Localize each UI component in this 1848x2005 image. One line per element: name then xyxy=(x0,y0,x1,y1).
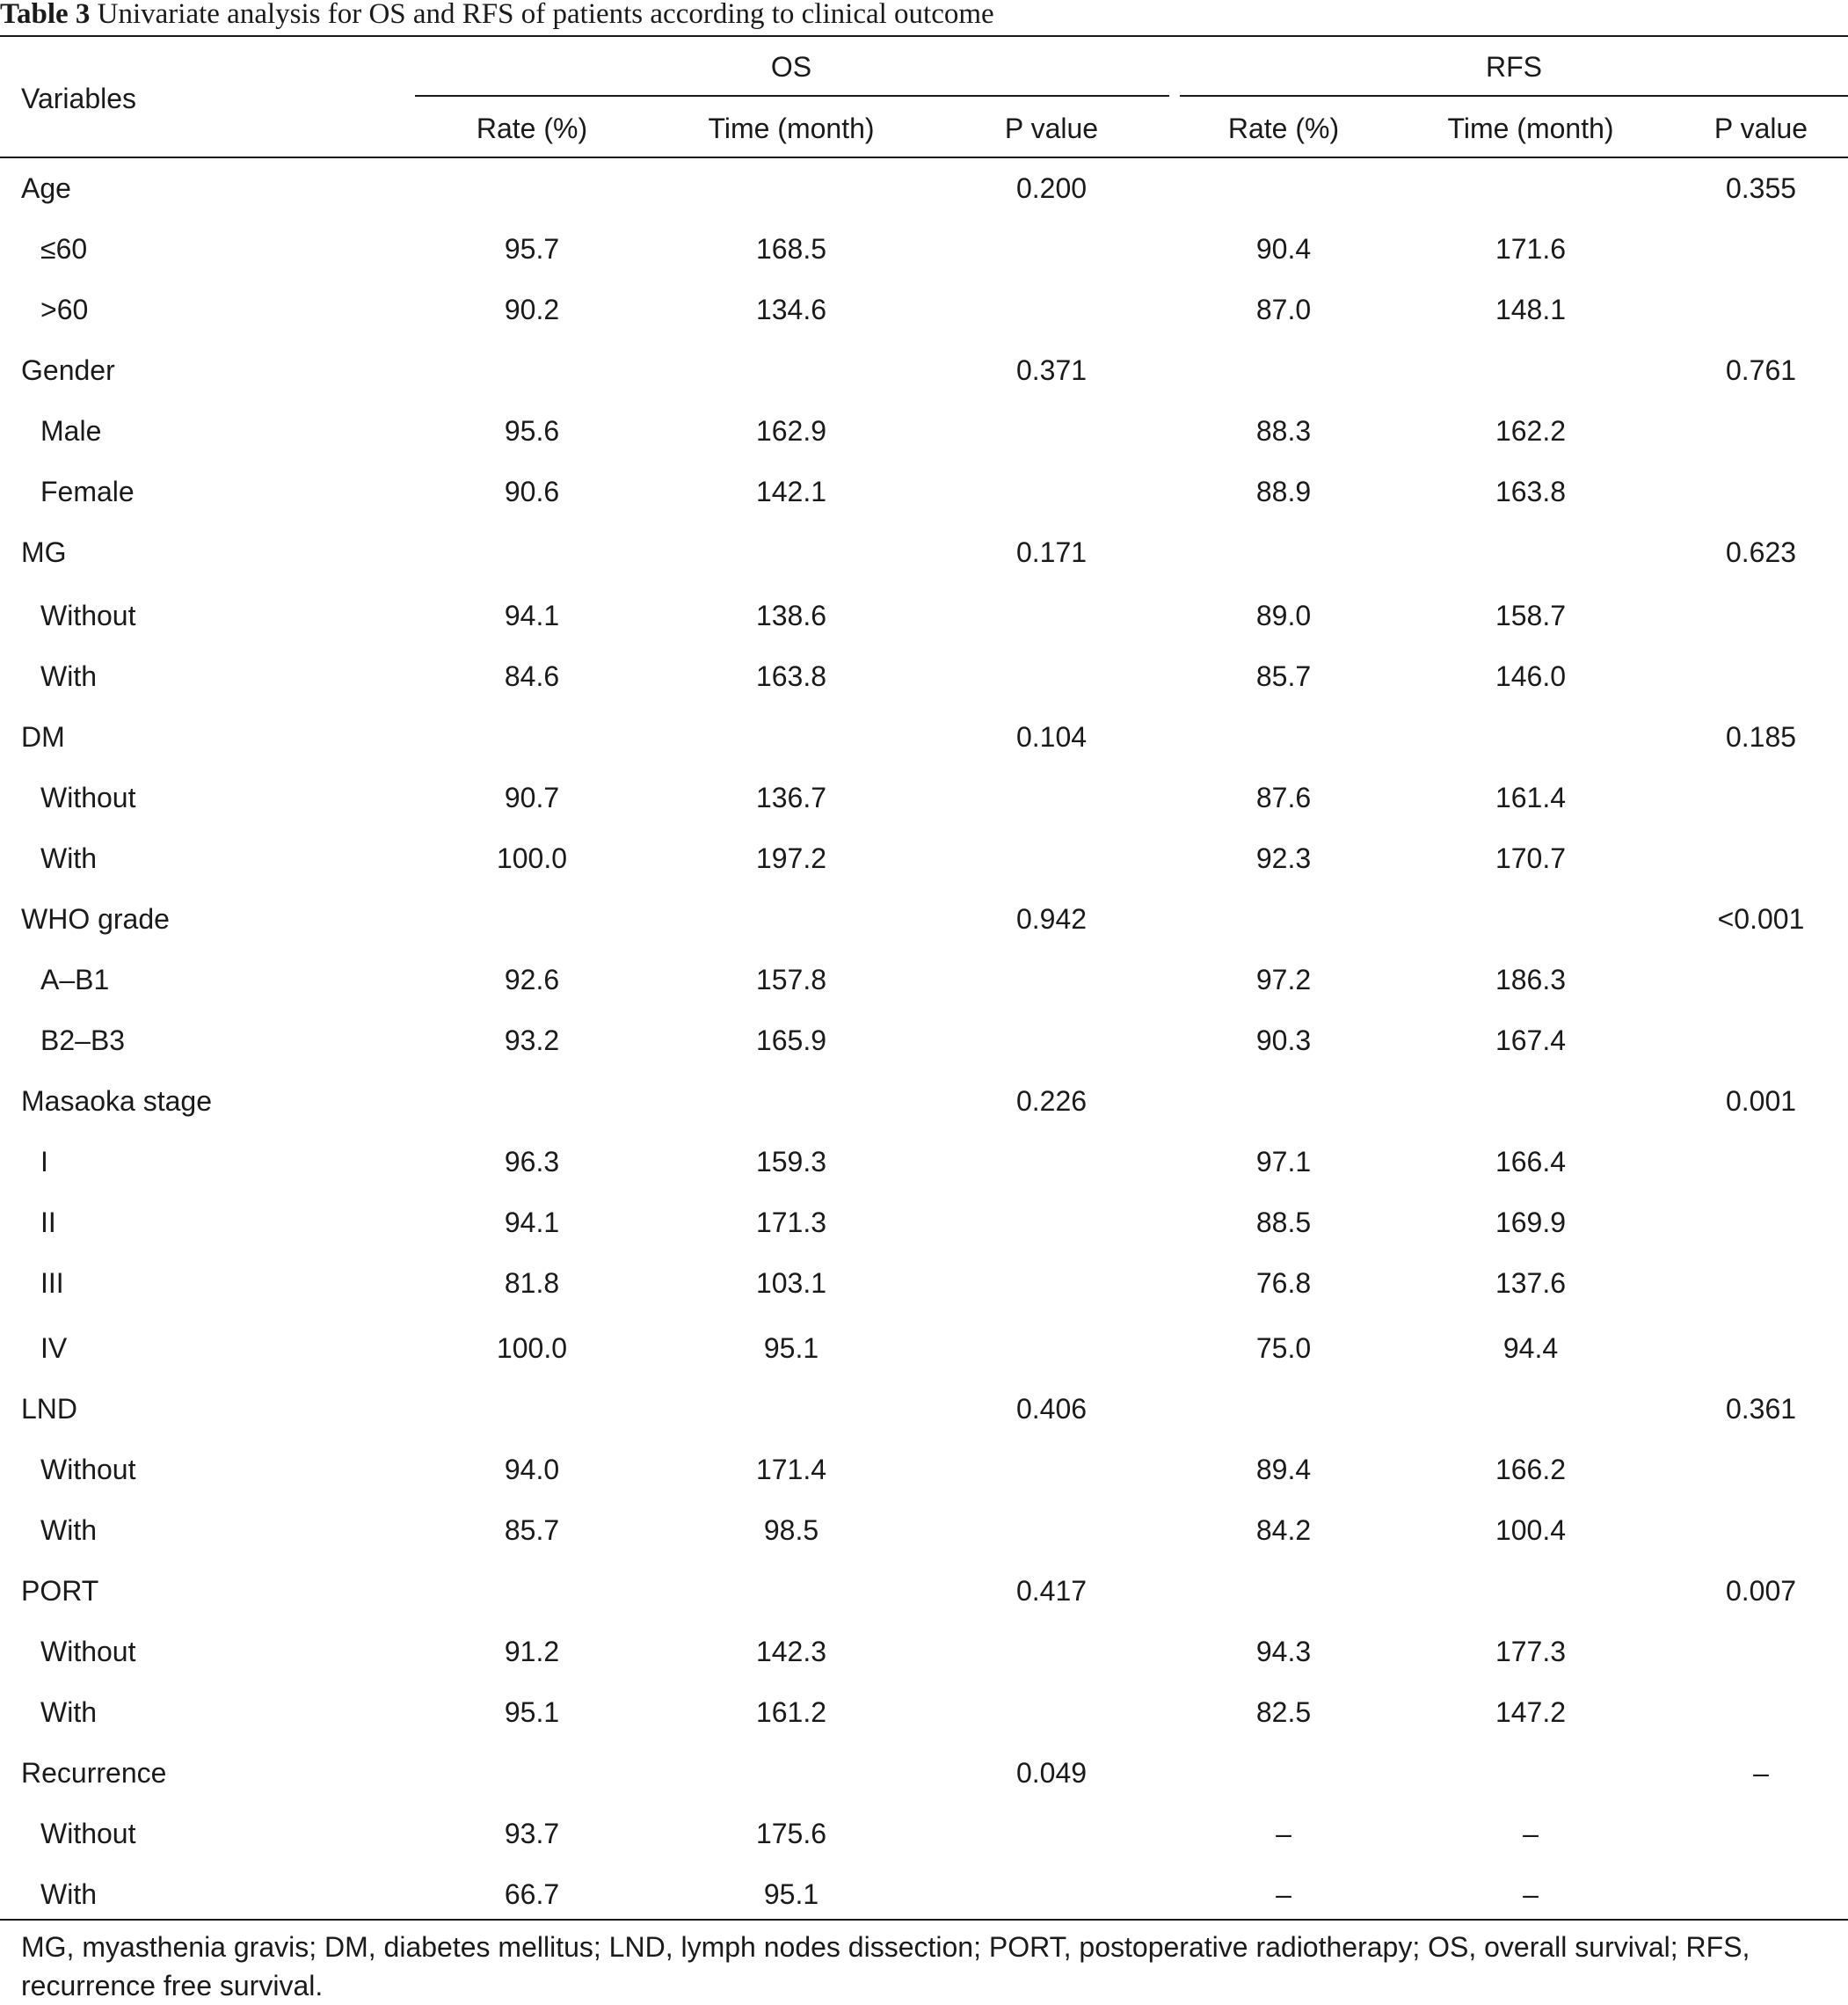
cell-os-rate: 100.0 xyxy=(496,842,568,874)
cell-rfs-time: 161.4 xyxy=(1495,782,1567,813)
cell-rfs-p: 0.001 xyxy=(1725,1085,1797,1117)
cell-rfs-time: 148.1 xyxy=(1495,294,1567,325)
cell-os-rate: 93.2 xyxy=(504,1024,560,1056)
cell-rfs-time: 166.2 xyxy=(1495,1454,1567,1485)
cell-os-time: 159.3 xyxy=(755,1146,827,1177)
cell-rfs-rate: 82.5 xyxy=(1255,1696,1312,1728)
cell-os-time: 157.8 xyxy=(755,964,827,995)
row-label: DM xyxy=(21,721,65,753)
cell-os-time: 103.1 xyxy=(755,1267,827,1299)
cell-rfs-time: – xyxy=(1523,1818,1539,1849)
table-caption-text: Univariate analysis for OS and RFS of patients according to clinical outcome xyxy=(97,0,994,30)
cell-rfs-rate: 87.0 xyxy=(1255,294,1312,325)
row-label: Without xyxy=(40,1636,136,1667)
cell-os-rate: 95.7 xyxy=(504,233,560,265)
cell-rfs-rate: – xyxy=(1276,1878,1291,1910)
row-label: With xyxy=(40,1878,97,1910)
cell-rfs-time: 158.7 xyxy=(1495,600,1567,631)
cell-rfs-rate: – xyxy=(1276,1818,1291,1849)
cell-os-p: 0.171 xyxy=(1015,536,1088,568)
row-label: With xyxy=(40,1514,97,1546)
row-label: Masaoka stage xyxy=(21,1085,213,1117)
cell-os-time: 95.1 xyxy=(763,1332,819,1364)
cell-os-rate: 96.3 xyxy=(504,1146,560,1177)
cell-rfs-rate: 97.1 xyxy=(1255,1146,1312,1177)
top-rule xyxy=(0,35,1848,37)
cell-os-time: 171.4 xyxy=(755,1454,827,1485)
cell-os-time: 136.7 xyxy=(755,782,827,813)
cell-rfs-p: <0.001 xyxy=(1717,903,1805,935)
table-caption-label: Table 3 xyxy=(0,0,91,30)
cell-os-p: 0.104 xyxy=(1015,721,1088,753)
cell-rfs-time: 171.6 xyxy=(1495,233,1567,265)
row-label: With xyxy=(40,1696,97,1728)
cell-rfs-p: 0.007 xyxy=(1725,1575,1797,1607)
row-label: Male xyxy=(40,415,102,447)
cell-rfs-time: 162.2 xyxy=(1495,415,1567,447)
cell-os-p: 0.049 xyxy=(1015,1757,1088,1789)
cell-os-rate: 100.0 xyxy=(496,1332,568,1364)
row-label: A–B1 xyxy=(40,964,110,995)
cell-rfs-time: 170.7 xyxy=(1495,842,1567,874)
table-caption xyxy=(0,0,994,33)
cell-rfs-rate: 76.8 xyxy=(1255,1267,1312,1299)
cell-os-rate: 90.6 xyxy=(504,476,560,507)
cell-rfs-rate: 97.2 xyxy=(1255,964,1312,995)
cell-rfs-rate: 94.3 xyxy=(1255,1636,1312,1667)
cell-os-rate: 85.7 xyxy=(504,1514,560,1546)
cell-rfs-p: 0.761 xyxy=(1725,354,1797,386)
cell-os-rate: 93.7 xyxy=(504,1818,560,1849)
row-label: >60 xyxy=(40,294,89,325)
cell-rfs-time: – xyxy=(1523,1878,1539,1910)
cell-os-rate: 95.1 xyxy=(504,1696,560,1728)
cell-os-time: 162.9 xyxy=(755,415,827,447)
cell-os-rate: 90.2 xyxy=(504,294,560,325)
header-rule xyxy=(0,157,1848,158)
cell-rfs-time: 137.6 xyxy=(1495,1267,1567,1299)
cell-os-rate: 84.6 xyxy=(504,660,560,692)
cell-rfs-rate: 90.4 xyxy=(1255,233,1312,265)
row-label: IV xyxy=(40,1332,68,1364)
row-label: Without xyxy=(40,1818,136,1849)
cell-rfs-time: 163.8 xyxy=(1495,476,1567,507)
row-label: III xyxy=(40,1267,64,1299)
cell-os-time: 134.6 xyxy=(755,294,827,325)
row-label: I xyxy=(40,1146,48,1177)
cell-rfs-time: 146.0 xyxy=(1495,660,1567,692)
cell-os-time: 142.3 xyxy=(755,1636,827,1667)
cell-rfs-rate: 92.3 xyxy=(1255,842,1312,874)
row-label: Age xyxy=(21,172,71,204)
row-label: LND xyxy=(21,1393,78,1425)
cell-os-p: 0.371 xyxy=(1015,354,1088,386)
cell-os-time: 163.8 xyxy=(755,660,827,692)
table-footnote: MG, myasthenia gravis; DM, diabetes mellitus; LND, lymph nodes dissection; PORT, postoperative radiotherapy; OS, overall survival; RFS, recurrence free survival. xyxy=(21,1931,1750,2001)
row-label: Without xyxy=(40,600,136,631)
cell-rfs-rate: 89.4 xyxy=(1255,1454,1312,1485)
cell-rfs-p: 0.355 xyxy=(1725,172,1797,204)
cell-rfs-rate: 90.3 xyxy=(1255,1024,1312,1056)
cell-rfs-rate: 75.0 xyxy=(1255,1332,1312,1364)
os-group-rule xyxy=(415,95,1169,97)
cell-rfs-p: 0.185 xyxy=(1725,721,1797,753)
row-label: II xyxy=(40,1207,56,1238)
header-rfs-rate: Rate (%) xyxy=(1227,113,1340,144)
header-group-os: OS xyxy=(770,51,812,83)
cell-rfs-p: 0.623 xyxy=(1725,536,1797,568)
row-label: With xyxy=(40,842,97,874)
cell-os-p: 0.226 xyxy=(1015,1085,1088,1117)
header-os-rate: Rate (%) xyxy=(476,113,588,144)
cell-rfs-rate: 87.6 xyxy=(1255,782,1312,813)
row-label: Without xyxy=(40,1454,136,1485)
cell-os-rate: 94.1 xyxy=(504,1207,560,1238)
header-os-p: P value xyxy=(1004,113,1099,144)
cell-rfs-time: 100.4 xyxy=(1495,1514,1567,1546)
cell-rfs-rate: 88.3 xyxy=(1255,415,1312,447)
cell-rfs-time: 169.9 xyxy=(1495,1207,1567,1238)
cell-rfs-time: 147.2 xyxy=(1495,1696,1567,1728)
cell-os-rate: 95.6 xyxy=(504,415,560,447)
row-label: B2–B3 xyxy=(40,1024,126,1056)
row-label: Gender xyxy=(21,354,115,386)
cell-rfs-time: 186.3 xyxy=(1495,964,1567,995)
cell-rfs-time: 94.4 xyxy=(1502,1332,1559,1364)
cell-os-rate: 92.6 xyxy=(504,964,560,995)
row-label: Without xyxy=(40,782,136,813)
cell-os-rate: 81.8 xyxy=(504,1267,560,1299)
header-rfs-p: P value xyxy=(1713,113,1808,144)
cell-os-p: 0.406 xyxy=(1015,1393,1088,1425)
cell-os-time: 171.3 xyxy=(755,1207,827,1238)
cell-rfs-rate: 84.2 xyxy=(1255,1514,1312,1546)
cell-os-p: 0.417 xyxy=(1015,1575,1088,1607)
cell-os-time: 197.2 xyxy=(755,842,827,874)
cell-os-time: 175.6 xyxy=(755,1818,827,1849)
header-variables: Variables xyxy=(21,83,137,114)
cell-os-time: 98.5 xyxy=(763,1514,819,1546)
cell-os-rate: 94.1 xyxy=(504,600,560,631)
cell-os-rate: 91.2 xyxy=(504,1636,560,1667)
row-label: PORT xyxy=(21,1575,99,1607)
row-label: With xyxy=(40,660,97,692)
row-label: WHO grade xyxy=(21,903,170,935)
cell-os-p: 0.942 xyxy=(1015,903,1088,935)
cell-os-rate: 90.7 xyxy=(504,782,560,813)
cell-os-time: 138.6 xyxy=(755,600,827,631)
cell-os-time: 165.9 xyxy=(755,1024,827,1056)
cell-rfs-p: 0.361 xyxy=(1725,1393,1797,1425)
cell-rfs-rate: 89.0 xyxy=(1255,600,1312,631)
cell-rfs-rate: 85.7 xyxy=(1255,660,1312,692)
cell-os-rate: 94.0 xyxy=(504,1454,560,1485)
header-rfs-time: Time (month) xyxy=(1447,113,1614,144)
cell-rfs-rate: 88.5 xyxy=(1255,1207,1312,1238)
cell-rfs-rate: 88.9 xyxy=(1255,476,1312,507)
cell-rfs-time: 166.4 xyxy=(1495,1146,1567,1177)
rfs-group-rule xyxy=(1180,95,1848,97)
header-group-rfs: RFS xyxy=(1486,51,1542,83)
row-label: ≤60 xyxy=(40,233,88,265)
cell-rfs-time: 167.4 xyxy=(1495,1024,1567,1056)
cell-os-p: 0.200 xyxy=(1015,172,1088,204)
row-label: Recurrence xyxy=(21,1757,167,1789)
cell-os-rate: 66.7 xyxy=(504,1878,560,1910)
cell-os-time: 142.1 xyxy=(755,476,827,507)
cell-os-time: 95.1 xyxy=(763,1878,819,1910)
bottom-rule xyxy=(0,1919,1848,1921)
header-os-time: Time (month) xyxy=(708,113,875,144)
cell-os-time: 161.2 xyxy=(755,1696,827,1728)
cell-os-time: 168.5 xyxy=(755,233,827,265)
cell-rfs-p: – xyxy=(1753,1757,1769,1789)
row-label: MG xyxy=(21,536,67,568)
row-label: Female xyxy=(40,476,135,507)
cell-rfs-time: 177.3 xyxy=(1495,1636,1567,1667)
